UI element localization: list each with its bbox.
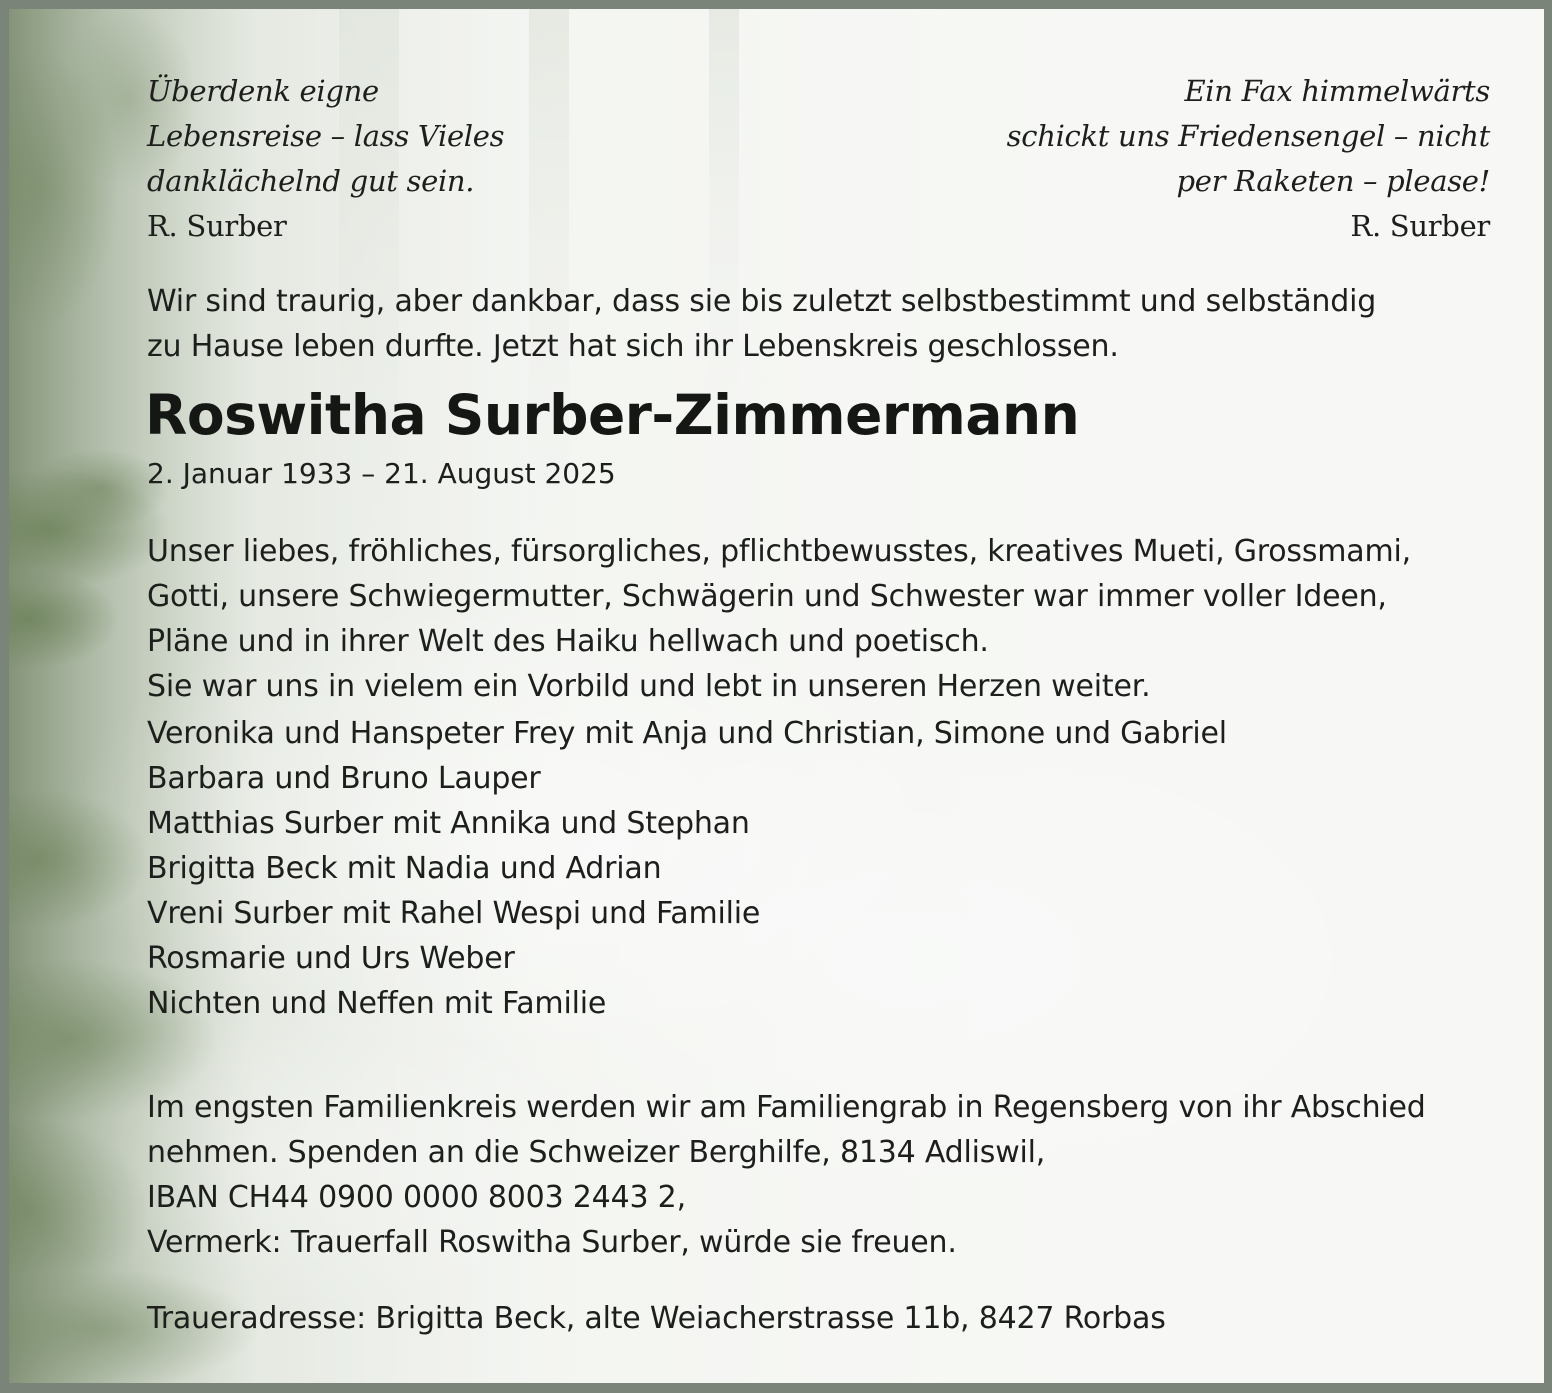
tribute-text xyxy=(147,529,1411,709)
mourner-entry: Nichten und Neffen mit Familie xyxy=(147,986,607,1021)
tribute-line: Pläne und in ihrer Welt des Haiku hellwach und poetisch. xyxy=(147,624,989,659)
mourner-entry: Rosmarie und Urs Weber xyxy=(147,941,515,976)
intro-line: zu Hause leben durfte. Jetzt hat sich ihr Lebenskreis geschlossen. xyxy=(147,329,1119,364)
mourners-list xyxy=(147,711,1227,1026)
haiku-left-line: Überdenk eigne xyxy=(147,74,379,108)
haiku-right xyxy=(1007,69,1490,249)
deceased-name: Roswitha Surber-Zimmermann xyxy=(145,383,1080,447)
mourner-entry: Matthias Surber mit Annika und Stephan xyxy=(147,806,750,841)
haiku-right-author: R. Surber xyxy=(1350,209,1490,243)
haiku-right-line: per Raketen – please! xyxy=(1176,164,1490,198)
farewell-notice xyxy=(147,1085,1426,1265)
farewell-line: IBAN CH44 0900 0000 8003 2443 2, xyxy=(147,1180,686,1215)
haiku-left xyxy=(147,69,504,249)
mourner-entry: Barbara und Bruno Lauper xyxy=(147,761,541,796)
intro-line: Wir sind traurig, aber dankbar, dass sie bis zuletzt selbstbestimmt und selbständig xyxy=(147,284,1377,319)
mourner-entry: Vreni Surber mit Rahel Wespi und Familie xyxy=(147,896,761,931)
farewell-line: nehmen. Spenden an die Schweizer Berghilfe, 8134 Adliswil, xyxy=(147,1135,1046,1170)
mourner-entry: Brigitta Beck mit Nadia und Adrian xyxy=(147,851,662,886)
tribute-line: Gotti, unsere Schwiegermutter, Schwägerin und Schwester war immer voller Ideen, xyxy=(147,579,1387,614)
haiku-left-author: R. Surber xyxy=(147,209,287,243)
farewell-line: Im engsten Familienkreis werden wir am Familiengrab in Regensberg von ihr Abschied xyxy=(147,1090,1426,1125)
haiku-left-line: danklächelnd gut sein. xyxy=(147,164,475,198)
tribute-line: Unser liebes, fröhliches, fürsorgliches, pflichtbewusstes, kreatives Mueti, Grossmami, xyxy=(147,534,1411,569)
mourning-address: Traueradresse: Brigitta Beck, alte Weiacherstrasse 11b, 8427 Rorbas xyxy=(147,1301,1166,1336)
haiku-right-line: Ein Fax himmelwärts xyxy=(1184,74,1490,108)
obituary-content xyxy=(9,9,1544,1383)
intro-text xyxy=(147,279,1376,369)
haiku-left-line: Lebensreise – lass Vieles xyxy=(147,119,505,153)
tribute-line: Sie war uns in vielem ein Vorbild und lebt in unseren Herzen weiter. xyxy=(147,669,1151,704)
life-dates: 2. Januar 1933 – 21. August 2025 xyxy=(147,457,616,490)
haiku-right-line: schickt uns Friedensengel – nicht xyxy=(1006,119,1490,153)
farewell-line: Vermerk: Trauerfall Roswitha Surber, würde sie freuen. xyxy=(147,1225,957,1260)
mourner-entry: Veronika und Hanspeter Frey mit Anja und Christian, Simone und Gabriel xyxy=(147,716,1227,751)
